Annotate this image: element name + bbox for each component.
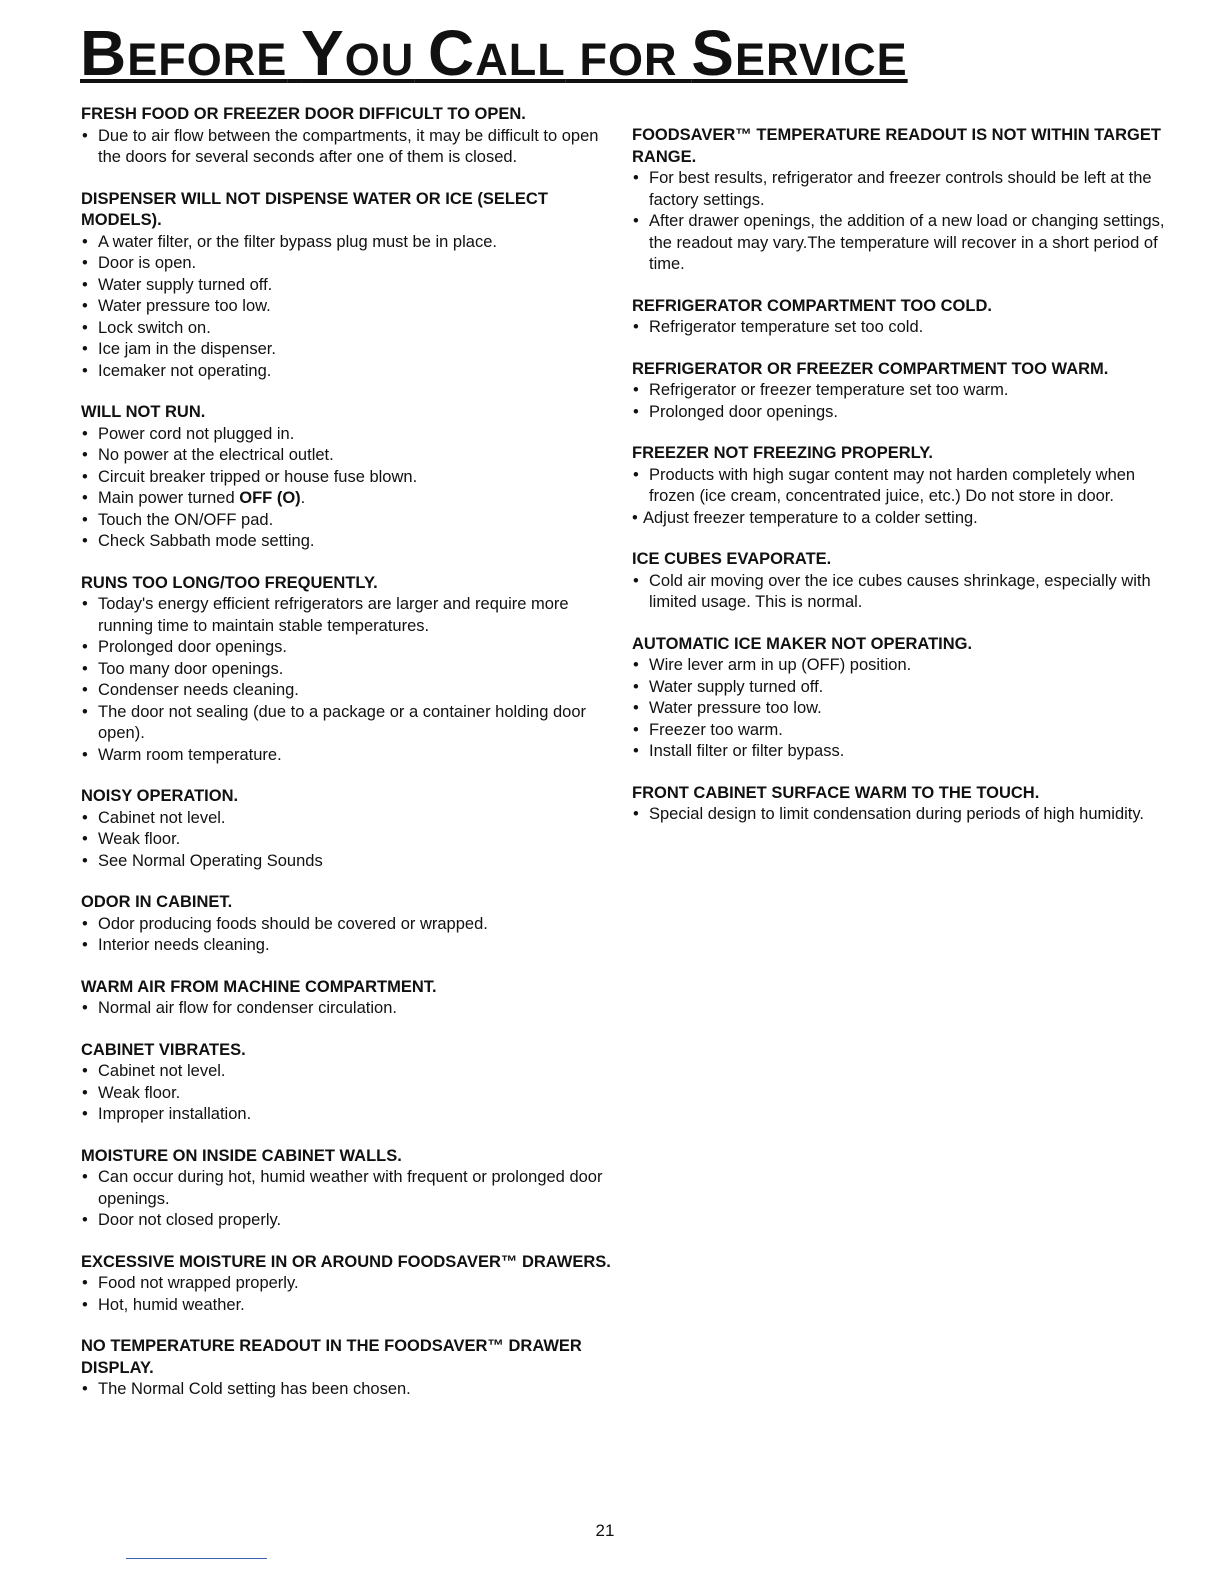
- section-heading: FOODSAVER™ TEMPERATURE READOUT IS NOT WITHIN TARGET RANGE.: [632, 126, 1161, 166]
- list-item: • Too many door openings.: [81, 659, 621, 681]
- section-heading: EXCESSIVE MOISTURE IN OR AROUND FOODSAVER™ DRAWERS.: [81, 1252, 611, 1271]
- section-door-difficult-to-open: [81, 104, 621, 169]
- bullet-icon: •: [82, 467, 88, 486]
- bullet-icon: •: [82, 1105, 88, 1123]
- footer-rule: [126, 1558, 267, 1559]
- list-item: • Refrigerator temperature set too cold.: [632, 317, 1167, 339]
- list-item: • Hot, humid weather.: [81, 1295, 621, 1317]
- section-heading: NO TEMPERATURE READOUT IN THE FOODSAVER™ DRAWER DISPLAY.: [81, 1337, 582, 1377]
- section-heading: ODOR IN CABINET.: [81, 893, 233, 911]
- right-column: [632, 125, 1167, 846]
- list-item: • Circuit breaker tripped or house fuse blown.: [81, 467, 621, 489]
- section-items: [632, 168, 1167, 276]
- section-items: [81, 998, 621, 1020]
- section-heading: RUNS TOO LONG/TOO FREQUENTLY.: [81, 573, 378, 592]
- section-items: [81, 914, 621, 957]
- list-item: • Freezer too warm.: [632, 720, 1167, 742]
- section-items: [81, 594, 621, 766]
- section-heading: MOISTURE ON INSIDE CABINET WALLS.: [81, 1146, 402, 1165]
- list-item: • Special design to limit condensation during periods of high humidity.: [632, 804, 1167, 826]
- section-items: [81, 232, 621, 383]
- list-item: • The door not sealing (due to a package or a container holding door open).: [82, 702, 586, 742]
- bullet-icon: •: [82, 1083, 88, 1102]
- list-item: • Touch the ON/OFF pad.: [81, 510, 621, 532]
- section-heading: FRESH FOOD OR FREEZER DOOR DIFFICULT TO OPEN.: [81, 105, 526, 123]
- bullet-icon: •: [82, 659, 88, 678]
- bullet-icon: •: [82, 702, 88, 721]
- section-refrigerator-too-cold: [632, 296, 1167, 339]
- bullet-icon: •: [633, 742, 639, 760]
- bullet-icon: •: [633, 805, 639, 823]
- bullet-icon: •: [82, 1211, 88, 1229]
- section-compartment-too-warm: [632, 359, 1167, 424]
- bullet-icon: •: [82, 297, 88, 315]
- section-excessive-moisture: [81, 1252, 621, 1317]
- list-item: • Door not closed properly.: [81, 1210, 621, 1232]
- bullet-icon: •: [82, 1062, 88, 1080]
- list-item: • Wire lever arm in up (OFF) position.: [632, 655, 1167, 677]
- section-runs-too-long: [81, 573, 621, 767]
- bullet-icon: •: [633, 381, 639, 399]
- bullet-icon: •: [82, 999, 88, 1017]
- bullet-icon: •: [82, 808, 88, 827]
- bullet-icon: •: [633, 699, 639, 717]
- list-item: • Water supply turned off.: [81, 275, 621, 297]
- list-item: • Improper installation.: [81, 1104, 621, 1126]
- list-item: • Check Sabbath mode setting.: [81, 531, 621, 553]
- list-item: • Weak floor.: [81, 829, 621, 851]
- bullet-icon: •: [82, 232, 88, 251]
- section-heading: FRONT CABINET SURFACE WARM TO THE TOUCH.: [632, 783, 1040, 802]
- list-item: • Weak floor.: [81, 1083, 621, 1105]
- bullet-icon: •: [82, 595, 88, 613]
- list-item: • Prolonged door openings.: [81, 637, 621, 659]
- list-item: • Can occur during hot, humid weather with frequent or prolonged door openings.: [82, 1168, 603, 1208]
- list-item: • Products with high sugar content may not harden completely when frozen (ice cream, concentrated juice, etc.) Do not store in door.: [633, 465, 1136, 505]
- section-items: [632, 571, 1167, 614]
- section-heading: DISPENSER WILL NOT DISPENSE WATER OR ICE (SELECT MODELS).: [81, 189, 548, 229]
- section-dispenser-not-dispensing: [81, 189, 621, 383]
- section-front-cabinet-warm: [632, 783, 1167, 826]
- list-item: • Prolonged door openings.: [632, 402, 1167, 424]
- list-item: • For best results, refrigerator and freezer controls should be left at the factory settings.: [633, 169, 1152, 209]
- bullet-icon: •: [82, 745, 88, 764]
- list-item: • Icemaker not operating.: [81, 361, 621, 383]
- section-heading: AUTOMATIC ICE MAKER NOT OPERATING.: [632, 634, 973, 653]
- list-item: • Main power turned OFF (O).: [81, 488, 621, 510]
- title-word-before: Before: [80, 17, 288, 89]
- section-heading: WARM AIR FROM MACHINE COMPARTMENT.: [81, 977, 437, 996]
- section-warm-air: [81, 977, 621, 1020]
- section-noisy-operation: [81, 786, 621, 872]
- bullet-icon: •: [633, 402, 639, 421]
- bullet-icon: •: [633, 212, 639, 230]
- section-will-not-run: [81, 402, 621, 553]
- section-items: [632, 804, 1167, 826]
- bullet-icon: •: [82, 914, 88, 933]
- list-item: • Odor producing foods should be covered or wrapped.: [81, 914, 621, 936]
- section-items: [81, 1379, 621, 1401]
- section-items: [632, 465, 1167, 530]
- section-heading: FREEZER NOT FREEZING PROPERLY.: [632, 444, 934, 462]
- bullet-icon: •: [82, 126, 88, 145]
- bullet-icon: •: [82, 681, 88, 699]
- bullet-icon: •: [82, 1295, 88, 1314]
- list-item: • Door is open.: [81, 253, 621, 275]
- section-items: [632, 317, 1167, 339]
- bullet-icon: •: [82, 489, 88, 507]
- section-heading: REFRIGERATOR COMPARTMENT TOO COLD.: [632, 296, 992, 315]
- list-item: • Cold air moving over the ice cubes causes shrinkage, especially with limited usage. This is normal.: [633, 571, 1151, 611]
- section-heading: NOISY OPERATION.: [81, 787, 239, 805]
- bullet-icon: •: [82, 1380, 88, 1398]
- section-items: [81, 1167, 621, 1232]
- list-item: • Ice jam in the dispenser.: [81, 339, 621, 361]
- title-word-you: You: [301, 17, 415, 89]
- bullet-icon: •: [82, 340, 88, 358]
- section-odor-in-cabinet: [81, 892, 621, 957]
- bullet-icon: •: [82, 851, 88, 870]
- list-item: • Water pressure too low.: [81, 296, 621, 318]
- section-items: [632, 655, 1167, 763]
- bullet-icon: •: [82, 361, 88, 380]
- bullet-icon: •: [632, 508, 638, 527]
- bullet-icon: •: [82, 254, 88, 272]
- bullet-icon: •: [82, 532, 88, 550]
- list-item: • Install filter or filter bypass.: [632, 741, 1167, 763]
- bullet-icon: •: [82, 936, 88, 954]
- title-word-for: for: [579, 17, 678, 89]
- list-item: • See Normal Operating Sounds: [81, 851, 621, 873]
- main-power-off-label: OFF (O): [239, 489, 301, 507]
- list-item: • Normal air flow for condenser circulation.: [81, 998, 621, 1020]
- section-no-temperature-readout: [81, 1336, 621, 1401]
- section-heading: ICE CUBES EVAPORATE.: [632, 550, 832, 568]
- section-heading: REFRIGERATOR OR FREEZER COMPARTMENT TOO WARM.: [632, 359, 1109, 378]
- bullet-icon: •: [633, 318, 639, 336]
- section-readout-not-in-range: [632, 125, 1167, 276]
- page-number: 21: [595, 1521, 615, 1540]
- section-items: [81, 808, 621, 873]
- bullet-icon: •: [82, 424, 88, 443]
- bullet-icon: •: [82, 318, 88, 337]
- bullet-icon: •: [633, 169, 639, 187]
- bullet-icon: •: [633, 656, 639, 674]
- section-heading: WILL NOT RUN.: [81, 403, 206, 421]
- list-item: • After drawer openings, the addition of a new load or changing settings, the readout may vary.The temperature will recover in a short period of time.: [633, 212, 1165, 273]
- left-column: [81, 104, 621, 1421]
- list-item: • The Normal Cold setting has been chosen.: [81, 1379, 621, 1401]
- list-item: • Adjust freezer temperature to a colder setting.: [632, 508, 1167, 530]
- list-item: • Lock switch on.: [81, 318, 621, 340]
- section-ice-maker-not-operating: [632, 634, 1167, 763]
- section-items: [81, 1273, 621, 1316]
- bullet-icon: •: [82, 638, 88, 656]
- list-item: • Water pressure too low.: [632, 698, 1167, 720]
- bullet-icon: •: [82, 830, 88, 848]
- page-title: [80, 17, 908, 90]
- list-item: • Warm room temperature.: [81, 745, 621, 767]
- list-item: • Due to air flow between the compartments, it may be difficult to open the doors for several seconds after one of them is closed.: [82, 126, 599, 166]
- bullet-icon: •: [82, 1168, 88, 1186]
- section-ice-cubes-evaporate: [632, 549, 1167, 614]
- bullet-icon: •: [82, 446, 88, 464]
- section-heading: CABINET VIBRATES.: [81, 1040, 246, 1059]
- bullet-icon: •: [82, 275, 88, 294]
- bullet-icon: •: [633, 677, 639, 696]
- title-word-service: Service: [691, 17, 908, 89]
- list-item: • Power cord not plugged in.: [81, 424, 621, 446]
- title-word-call: Call: [428, 17, 566, 89]
- bullet-icon: •: [633, 465, 639, 484]
- section-items: [632, 380, 1167, 423]
- section-cabinet-vibrates: [81, 1040, 621, 1126]
- list-item: • Refrigerator or freezer temperature set too warm.: [632, 380, 1167, 402]
- list-item: • Condenser needs cleaning.: [81, 680, 621, 702]
- list-item: • No power at the electrical outlet.: [81, 445, 621, 467]
- section-moisture-inside: [81, 1146, 621, 1232]
- list-item: • A water filter, or the filter bypass plug must be in place.: [81, 232, 621, 254]
- list-item: • Cabinet not level.: [81, 1061, 621, 1083]
- section-freezer-not-freezing: [632, 443, 1167, 529]
- list-item: • Interior needs cleaning.: [81, 935, 621, 957]
- list-item: • Today's energy efficient refrigerators are larger and require more running time to maintain stable temperatures.: [82, 595, 569, 635]
- section-items: [81, 1061, 621, 1126]
- bullet-icon: •: [633, 720, 639, 739]
- list-item: • Food not wrapped properly.: [81, 1273, 621, 1295]
- bullet-icon: •: [82, 1274, 88, 1292]
- list-item: • Water supply turned off.: [632, 677, 1167, 699]
- list-item: • Cabinet not level.: [81, 808, 621, 830]
- section-items: [81, 126, 621, 169]
- bullet-icon: •: [633, 571, 639, 590]
- bullet-icon: •: [82, 510, 88, 529]
- section-items: [81, 424, 621, 553]
